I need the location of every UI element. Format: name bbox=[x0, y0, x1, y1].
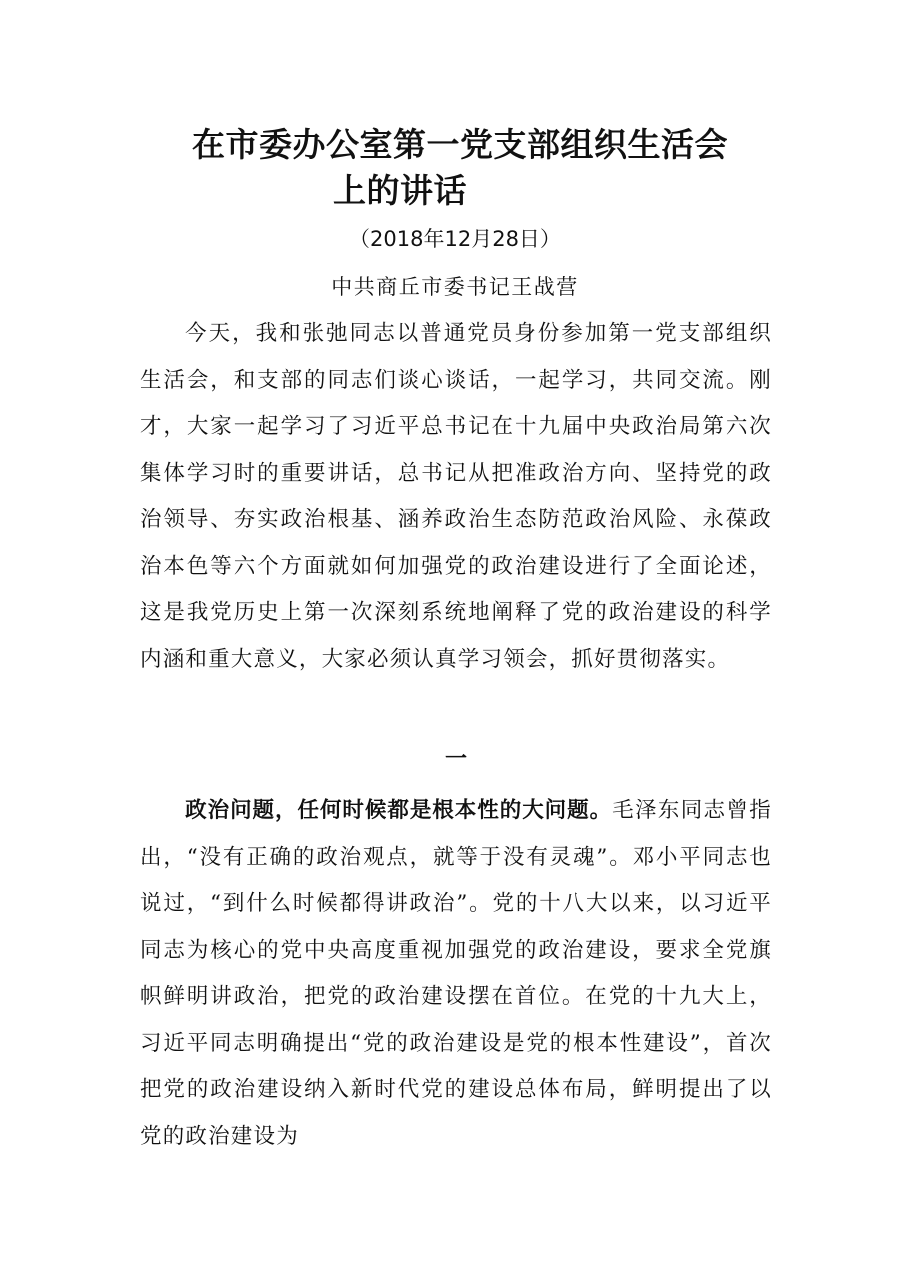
document-title-line-2: 上的讲话 bbox=[333, 171, 467, 210]
document-date: （2018年12月28日） bbox=[349, 227, 561, 251]
paragraph-intro: 今天，我和张弛同志以普通党员身份参加第一党支部组织生活会，和支部的同志们谈心谈话，一起学习，共同交流。刚才，大家一起学习了习近平总书记在十九届中央政治局第六次集体学习时的重要讲话，总书记从把准政治方向、坚持党的政治领导、夯实政治根基、涵养政治生态防范政治风险、永葆政治本色等六个方面就如何加强党的政治建设进行了全面论述，这是我党历史上第一次深刻系统地阐释了党的政治建设的科学内涵和重大意义，大家必须认真学习领会，抓好贯彻落实。 bbox=[140, 321, 772, 672]
document-author: 中共商丘市委书记王战营 bbox=[331, 275, 579, 299]
paragraph-body: 毛泽东同志曾指出，“没有正确的政治观点，就等于没有灵魂”。邓小平同志也说过，“到什么时候都得讲政治”。党的十八大以来，以习近平同志为核心的党中央高度重视加强党的政治建设，要求全党旗帜鲜明讲政治，把党的政治建设摆在首位。在党的十九大上，习近平同志明确提出“党的政治建设是党的根本性建设”，首次把党的政治建设纳入新时代党的建设总体布局，鲜明提出了以党的政治建设为 bbox=[140, 798, 772, 1149]
section-number: 一 bbox=[444, 747, 467, 772]
paragraph-bold-lead: 政治问题，任何时候都是根本性的大问题。 bbox=[185, 798, 613, 823]
document-title-line-1: 在市委办公室第一党支部组织生活会 bbox=[192, 125, 728, 164]
paragraph-section-1 bbox=[140, 788, 772, 1160]
